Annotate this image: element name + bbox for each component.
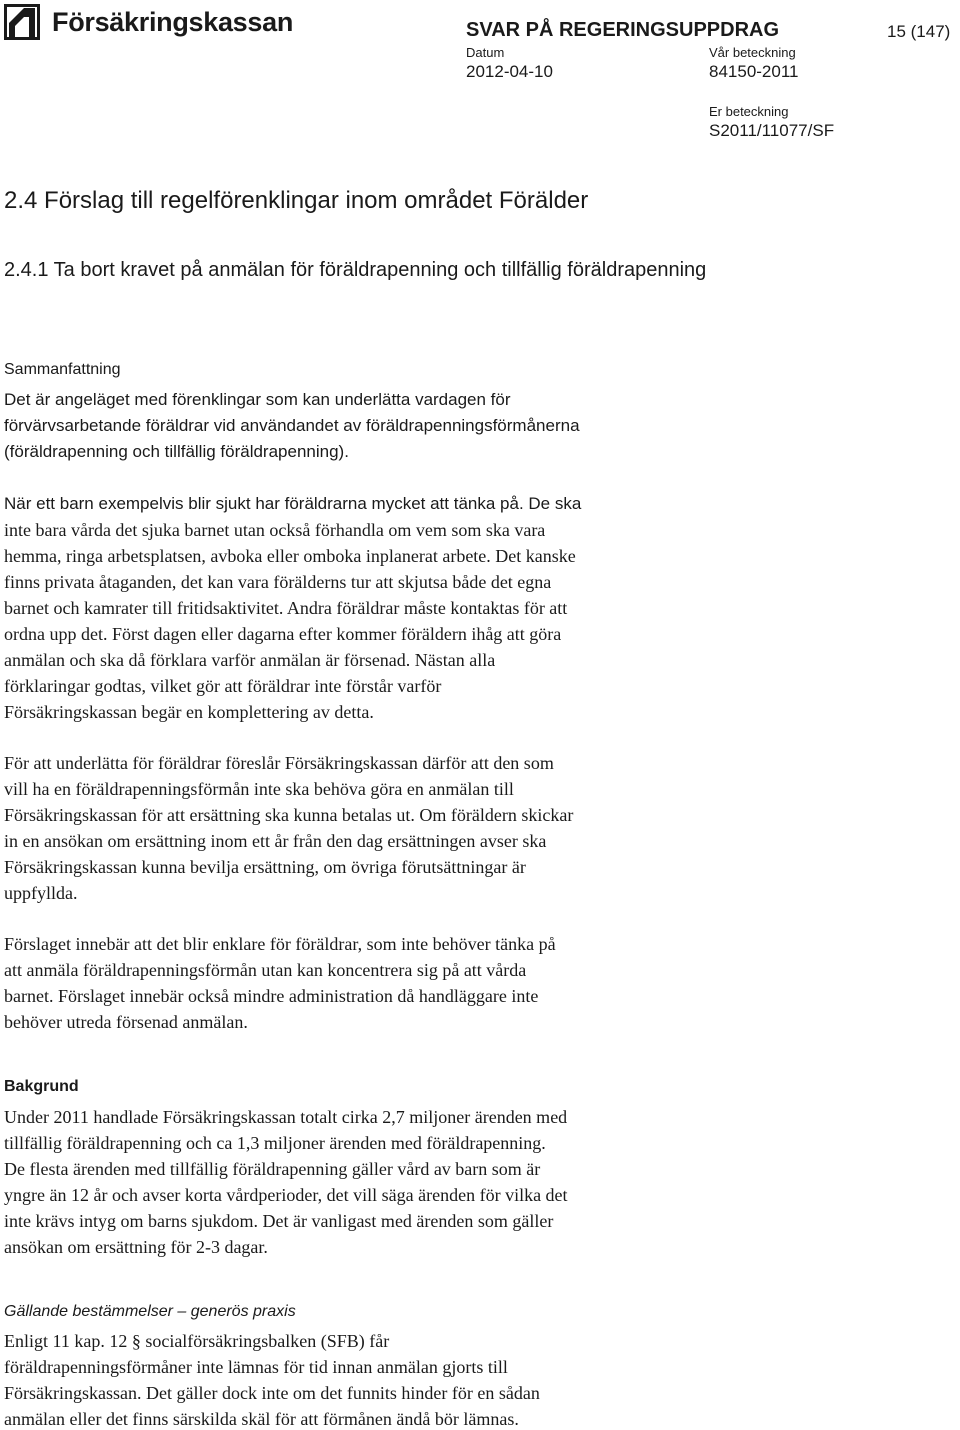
bakgrund-line: tillfällig föräldrapenning och ca 1,3 miljoner ärenden med föräldrapenning. [4, 1133, 546, 1153]
paragraph-line: Försäkringskassan för att ersättning ska kunna betalas ut. Om föräldern skickar [4, 805, 574, 825]
bakgrund-heading: Bakgrund [4, 1078, 79, 1095]
bakgrund-line: ansökan om ersättning för 2-3 dagar. [4, 1237, 268, 1257]
logo-house-icon [4, 4, 40, 40]
paragraph-line: inte bara vårda det sjuka barnet utan också förhandla om vem som ska vara [4, 520, 546, 540]
var-beteckning-label: Vår beteckning [709, 45, 796, 60]
paragraph-line: Försäkringskassan kunna bevilja ersättning, om övriga förutsättningar är [4, 857, 526, 877]
paragraph-line: För att underlätta för föräldrar föreslår Försäkringskassan därför att den som [4, 753, 554, 773]
paragraph-line: behöver utreda försenad anmälan. [4, 1012, 248, 1032]
gallande-line: anmälan eller det finns särskilda skäl för att förmånen ändå bör lämnas. [4, 1409, 519, 1429]
paragraph-line: att anmäla föräldrapenningsförmån utan kan koncentrera sig på att vårda [4, 960, 527, 980]
datum-label: Datum [466, 45, 505, 60]
paragraph-line: uppfyllda. [4, 883, 78, 903]
logo-text: Försäkringskassan [52, 6, 294, 37]
paragraph-line: vill ha en föräldrapenningsförmån inte ska behöva göra en anmälan till [4, 779, 514, 799]
paragraph-line: barnet. Förslaget innebär också mindre administration då handläggare inte [4, 986, 539, 1006]
gallande-line: föräldrapenningsförmåner inte lämnas för tid innan anmälan gjorts till [4, 1357, 508, 1377]
paragraph-line: anmälan och ska då förklara varför anmälan är försenad. Nästan alla [4, 650, 496, 670]
paragraph-line: När ett barn exempelvis blir sjukt har föräldrarna mycket att tänka på. De ska [4, 494, 582, 513]
logo [4, 4, 293, 40]
paragraph-line: hemma, ringa arbetsplatsen, avboka eller omboka inplanerat arbete. Det kanske [4, 546, 576, 566]
gallande-line: Försäkringskassan. Det gäller dock inte om det funnits hinder för en sådan [4, 1383, 540, 1403]
bakgrund-line: yngre än 12 år och avser korta vårdperioder, det vill säga ärenden för vilka det [4, 1185, 568, 1205]
bakgrund-line: inte krävs intyg om barns sjukdom. Det är vanligast med ärenden som gäller [4, 1211, 554, 1231]
document-title: SVAR PÅ REGERINGSUPPDRAG [466, 19, 780, 41]
paragraph-line: Försäkringskassan begär en komplettering av detta. [4, 702, 374, 722]
datum-value: 2012-04-10 [466, 62, 553, 81]
var-beteckning-value: 84150-2011 [709, 62, 799, 81]
gallande-heading: Gällande bestämmelser – generös praxis [4, 1303, 296, 1320]
sammanfattning-line: förvärvsarbetande föräldrar vid användandet av föräldrapenningsförmånerna [4, 416, 580, 435]
paragraph-line: Förslaget innebär att det blir enklare för föräldrar, som inte behöver tänka på [4, 934, 556, 954]
sammanfattning-heading: Sammanfattning [4, 361, 121, 378]
bakgrund-line: Under 2011 handlade Försäkringskassan totalt cirka 2,7 miljoner ärenden med [4, 1107, 568, 1127]
sammanfattning-line: (föräldrapenning och tillfällig föräldrapenning). [4, 442, 349, 461]
bakgrund-line: De flesta ärenden med tillfällig föräldrapenning gäller vård av barn som är [4, 1159, 541, 1179]
sammanfattning-line: Det är angeläget med förenklingar som kan underlätta vardagen för [4, 390, 511, 409]
subsection-title: 2.4.1 Ta bort kravet på anmälan för föräldrapenning och tillfällig föräldrapenning [4, 259, 707, 281]
paragraph-line: ordna upp det. Först dagen eller dagarna efter kommer föräldern ihåg att göra [4, 624, 562, 644]
page-number: 15 (147) [887, 22, 951, 41]
paragraph-line: förklaringar godtas, vilket gör att föräldrar inte förstår varför [4, 676, 442, 696]
gallande-line: Enligt 11 kap. 12 § socialförsäkringsbalken (SFB) får [4, 1331, 390, 1351]
paragraph-line: barnet och kamrater till fritidsaktivitet. Andra föräldrar måste kontaktas för att [4, 598, 568, 618]
section-title: 2.4 Förslag till regelförenklingar inom området Förälder [4, 187, 589, 214]
er-beteckning-value: S2011/11077/SF [709, 121, 835, 140]
er-beteckning-label: Er beteckning [709, 104, 789, 119]
paragraph-line: in en ansökan om ersättning inom ett år från den dag ersättningen avser ska [4, 831, 547, 851]
paragraph-line: finns privata åtaganden, det kan vara förälderns tur att skjutsa både det egna [4, 572, 552, 592]
